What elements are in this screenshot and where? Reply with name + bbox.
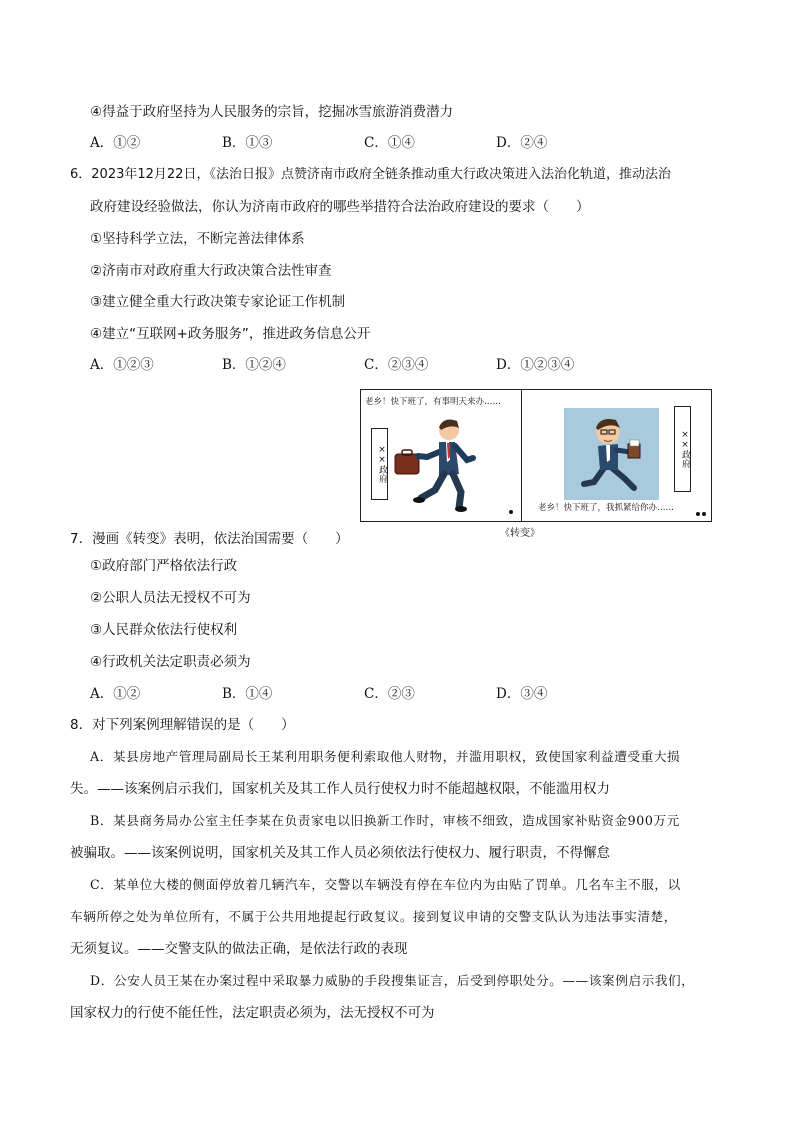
q5-option-b: B．①③ [222, 135, 273, 151]
q5-option-c: C．①④ [364, 135, 415, 151]
comic-panel-after [522, 390, 711, 521]
q5-option-a: A．①② [90, 135, 141, 151]
hurrying-official-illustration [564, 408, 659, 500]
panel-dot-left [509, 510, 513, 514]
q6-option-d: D．①②③④ [496, 357, 575, 373]
comic-zhuanbian [360, 389, 712, 522]
government-sign-left: ××政府 [371, 428, 388, 500]
q8-case-d-line-1: D．公安人员王某在办案过程中采取暴力威胁的手段搜集证言，后受到停职处分。——该案例启示我们， [90, 973, 695, 988]
panel-dot-right-2 [702, 512, 706, 516]
q8-case-d-line-2: 国家权力的行使不能任性，法定职责必须为，法无授权不可为 [70, 1005, 435, 1021]
q6-stem-line-1: 6．2023年12月22日，《法治日报》点赞济南市政府全链条推动重大行政决策进入法治化轨道，推动法治 [70, 167, 671, 182]
q7-option-b: B．①④ [222, 686, 273, 702]
q8-case-b-line-2: 被骗取。——该案例说明，国家机关及其工作人员必须依法行使权力、履行职责，不得懈怠 [70, 845, 610, 861]
q6-option-a: A．①②③ [90, 357, 154, 373]
comic-right-speech: 老乡！快下班了，我抓紧给你办…… [538, 503, 675, 513]
government-sign-right: ××政府 [674, 406, 691, 492]
running-official-illustration [389, 412, 484, 512]
q6-statement-1: ①坚持科学立法，不断完善法律体系 [90, 231, 305, 247]
q8-case-c-line-2: 车辆所停之处为单位所有，不属于公共用地提起行政复议。接到复议申请的交警支队认为违法事实清楚， [70, 909, 677, 924]
q7-statement-2: ②公职人员法无授权不可为 [90, 590, 251, 606]
q7-stem: 7．漫画《转变》表明，依法治国需要（ ） [70, 531, 349, 547]
q8-case-a-line-2: 失。——该案例启示我们，国家机关及其工作人员行使权力时不能超越权限，不能滥用权力 [70, 781, 610, 797]
q8-case-a-line-1: A．某县房地产管理局副局长王某利用职务便利索取他人财物，并滥用职权，致使国家利益遭受重大损 [90, 749, 681, 764]
q6-statement-4: ④建立“互联网+政务服务”，推进政务信息公开 [90, 326, 371, 342]
comic-panel-before [361, 390, 522, 521]
q7-option-a: A．①② [90, 686, 141, 702]
q7-statement-3: ③人民群众依法行使权利 [90, 622, 238, 638]
comic-caption: 《转变》 [500, 528, 540, 539]
q6-statement-3: ③建立健全重大行政决策专家论证工作机制 [90, 294, 346, 310]
q7-option-c: C．②③ [364, 686, 415, 702]
q6-option-b: B．①②④ [222, 357, 286, 373]
q7-statement-1: ①政府部门严格依法行政 [90, 558, 238, 574]
comic-left-speech: 老乡！快下班了，有事明天来办…… [365, 397, 502, 407]
panel-dot-right-1 [696, 512, 700, 516]
q8-stem: 8．对下列案例理解错误的是（ ） [70, 717, 295, 733]
q5-option-d: D．②④ [496, 135, 548, 151]
q8-case-c-line-1: C．某单位大楼的侧面停放着几辆汽车，交警以车辆没有停在车位内为由贴了罚单。几名车主不服，以 [90, 877, 681, 892]
q8-case-b-line-1: B．某县商务局办公室主任李某在负责家电以旧换新工作时，审核不细致，造成国家补贴资金900万元 [90, 813, 680, 828]
q5-statement-4: ④得益于政府坚持为人民服务的宗旨，挖掘冰雪旅游消费潜力 [90, 104, 454, 120]
q8-case-c-line-3: 无须复议。——交警支队的做法正确，是依法行政的表现 [70, 941, 408, 957]
q7-option-d: D．③④ [496, 686, 548, 702]
q6-stem-line-2: 政府建设经验做法，你认为济南市政府的哪些举措符合法治政府建设的要求（ ） [90, 199, 590, 215]
q6-statement-2: ②济南市对政府重大行政决策合法性审查 [90, 263, 332, 279]
q6-option-c: C．②③④ [364, 357, 429, 373]
q7-statement-4: ④行政机关法定职责必须为 [90, 654, 251, 670]
